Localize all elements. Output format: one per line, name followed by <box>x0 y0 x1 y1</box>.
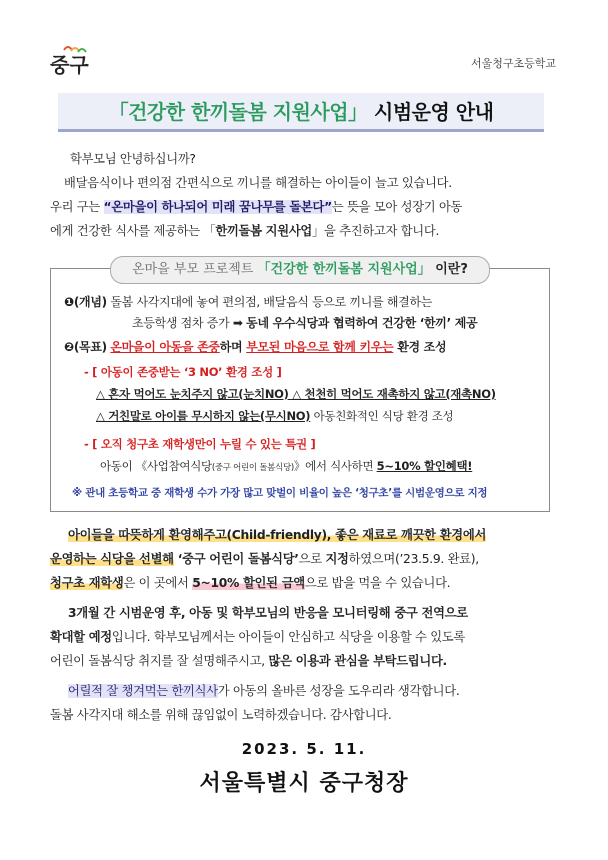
body-p1-line-2: 운영하는 식당을 선별해 ‘중구 어린이 돌봄식당’으로 지정하였으며(’23.5.9. 완료), <box>50 552 479 566</box>
svg-text:중구: 중구 <box>50 53 89 76</box>
jung-gu-logo <box>44 42 114 76</box>
page-title <box>58 96 544 125</box>
slogan: “온마을이 하나되어 미래 꿈나무를 돌본다” <box>103 200 332 214</box>
body-p3-line-1: 어릴적 잘 챙겨먹는 한끼식사가 아동의 올바른 성장을 도우리라 생각합니다. <box>68 684 460 698</box>
body-p2-line-1: 3개월 간 시범운영 후, 아동 및 학부모님의 반응을 모니터링해 중구 전역으로 <box>68 606 468 620</box>
concept-item: ❶(개념) 돌봄 사각지대에 놓여 편의점, 배달음식 등으로 끼니를 해결하는 <box>64 295 433 309</box>
three-no-line-1: △ 혼자 먹어도 눈치주지 않고(눈치NO) △ 천천히 먹어도 재촉하지 않고(재촉NO) <box>96 387 496 401</box>
body-p2-line-2: 확대할 예정입니다. 학부모님께서는 아이들이 안심하고 식당을 이용할 수 있도록 <box>50 630 465 644</box>
greeting: 학부모님 안녕하십니까? <box>70 152 196 166</box>
privilege-heading: - [ 오직 청구초 재학생만이 누릴 수 있는 특권 ] <box>84 437 316 451</box>
info-box-heading: 온마을 부모 프로젝트 「건강한 한끼돌봄 지원사업」 이란? <box>110 256 490 284</box>
school-name: 서울청구초등학교 <box>470 57 556 70</box>
body-p1-line-3: 청구초 재학생은 이 곳에서 5~10% 할인된 금액으로 밥을 먹을 수 있습니다. <box>50 576 451 590</box>
title-program: 「건강한 한끼돌봄 지원사업」 <box>108 100 368 124</box>
concept-label: ❶(개념) <box>64 295 107 309</box>
intro-line-3: 우리 구는 “온마을이 하나되어 미래 꿈나무를 돌본다”는 뜻을 모아 성장기 아동 <box>50 200 463 214</box>
body-p1-line-1: 아이들을 따뜻하게 환영해주고(Child-friendly), 좋은 재료로 깨끗한 환경에서 <box>68 528 487 542</box>
body-p3-line-2: 돌봄 사각지대 해소를 위해 끊임없이 노력하겠습니다. 감사합니다. <box>50 708 392 722</box>
goal-label: ❷(목표) <box>64 340 107 354</box>
privilege-line: 아동이 《사업참여식당(중구 어린이 돌봄식당)》에서 식사하면 5~10% 할인혜택! <box>100 459 473 473</box>
three-no-heading: - [ 아동이 존중받는 ‘3 NO’ 환경 조성 ] <box>84 365 282 379</box>
signature: 서울특별시 중구청장 <box>199 771 409 796</box>
designation-note: ※ 관내 초등학교 중 재학생 수가 가장 많고 맞벌이 비율이 높은 ‘청구초’를 시범운영으로 지정 <box>72 487 488 499</box>
three-no-line-2: △ 거친말로 아이를 무시하지 않는(무시NO) 아동친화적인 식당 환경 조성 <box>96 409 454 423</box>
title-suffix: 시범운영 안내 <box>367 100 494 124</box>
concept-item-line-2: 초등학생 점차 증가 ➡ 동네 우수식당과 협력하여 건강한 ‘한끼’ 제공 <box>132 316 478 330</box>
intro-line-4: 에게 건강한 식사를 제공하는 「한끼돌봄 지원사업」을 추진하고자 합니다. <box>50 224 440 238</box>
body-p2-line-3: 어린이 돌봄식당 취지를 잘 설명해주시고, 많은 이용과 관심을 부탁드립니다. <box>50 654 447 668</box>
document-date: 2023. 5. 11. <box>241 740 367 758</box>
intro-line-2: 배달음식이나 편의점 간편식으로 끼니를 해결하는 아이들이 늘고 있습니다. <box>64 176 452 190</box>
program-name: 한끼돌봄 지원사업 <box>215 224 313 238</box>
goal-item: ❷(목표) 온마을이 아동을 존중하며 부모된 마음으로 함께 키우는 환경 조성 <box>64 340 447 354</box>
